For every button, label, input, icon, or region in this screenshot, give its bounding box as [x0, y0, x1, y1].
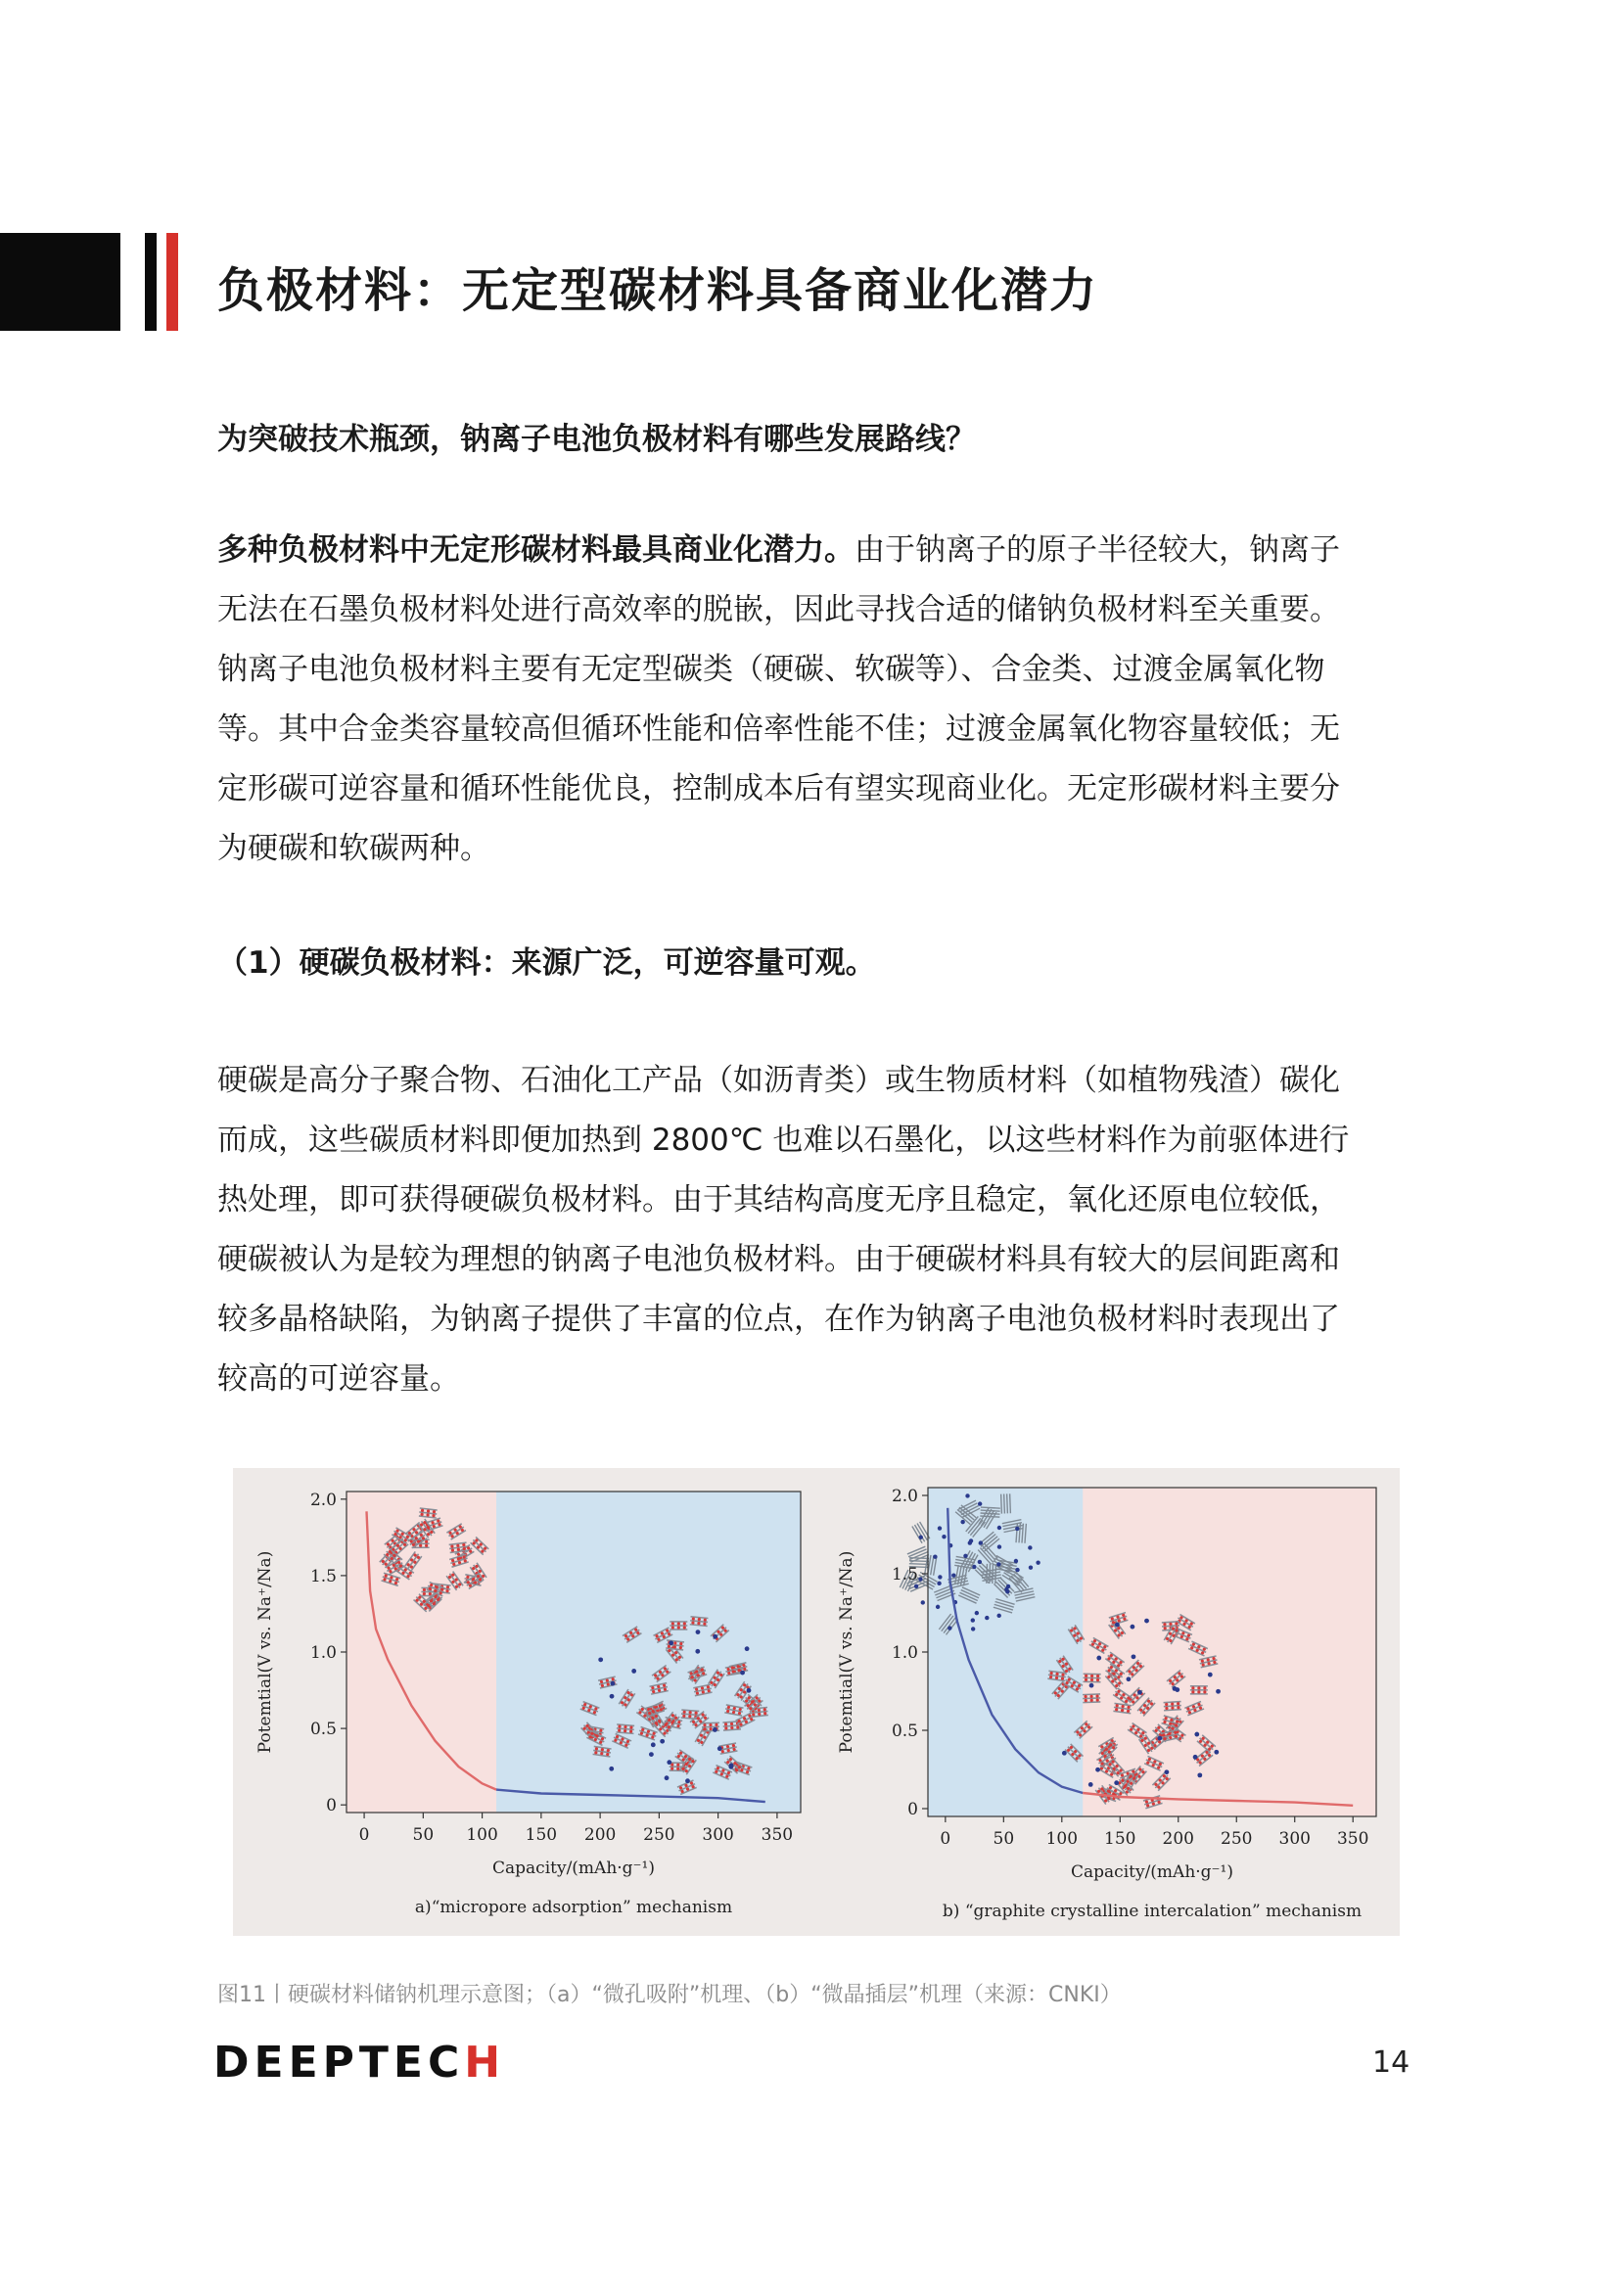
carbon-layer-stack-icon	[722, 1722, 741, 1730]
sodium-ion-icon	[609, 1767, 614, 1771]
logo-text-part: DEEP	[213, 2038, 359, 2088]
sodium-ion-icon	[1036, 1560, 1040, 1564]
figure-11	[233, 1468, 1400, 1936]
chart-panel	[837, 1487, 1376, 1921]
sodium-ion-icon	[963, 1554, 967, 1558]
x-tick-label: 200	[583, 1825, 617, 1845]
sodium-ion-icon	[671, 1622, 674, 1625]
y-axis-label: Potemtial(V vs. Na⁺/Na)	[837, 1550, 856, 1754]
sodium-ion-icon	[677, 1626, 680, 1629]
sodium-ion-icon	[649, 1752, 654, 1757]
x-tick-label: 150	[525, 1825, 558, 1845]
x-tick-label: 0	[940, 1829, 951, 1849]
sodium-ion-icon	[921, 1600, 925, 1604]
shaded-region	[928, 1488, 1083, 1816]
sodium-ion-icon	[1131, 1625, 1135, 1630]
sodium-ion-icon	[1096, 1656, 1101, 1661]
chart-panel	[255, 1491, 801, 1917]
sodium-ion-icon	[937, 1582, 941, 1585]
sodium-ion-icon	[1197, 1772, 1202, 1777]
subheading: （1）硬碳负极材料：来源广泛，可逆容量可观。	[217, 945, 876, 981]
y-tick-label: 1.5	[309, 1566, 337, 1586]
paragraph-1-line: 定形碳可逆容量和循环性能优良，控制成本后有望实现商业化。无定形碳材料主要分	[217, 771, 1340, 806]
sodium-ion-icon	[997, 1526, 1001, 1530]
figure-caption: 图11丨硬碳材料储钠机理示意图；（a）“微孔吸附”机理、（b）“微晶插层”机理（来源：CNKI）	[217, 1983, 1122, 2007]
carbon-layer-stack-icon	[449, 1542, 468, 1552]
sodium-ion-icon	[729, 1764, 734, 1768]
paragraph-1-line-1-rest: 由于钠离子的原子半径较大，钠离子	[855, 532, 1340, 568]
paragraph-2-line: 硬碳是高分子聚合物、石油化工产品（如沥青类）或生物质材料（如植物残渣）碳化	[217, 1063, 1340, 1098]
sodium-ion-icon	[696, 1630, 701, 1634]
graphite-layer-icon	[909, 1558, 929, 1559]
question-line: 为突破技术瓶颈，钠离子电池负极材料有哪些发展路线？	[217, 422, 976, 457]
header-red-stripe	[166, 233, 178, 331]
sodium-ion-icon	[747, 1688, 752, 1693]
sodium-ion-icon	[665, 1775, 670, 1780]
graphite-layer-stack-icon	[907, 1546, 929, 1562]
graphite-layer-stack-icon	[912, 1522, 930, 1543]
sodium-ion-icon	[997, 1544, 1001, 1548]
sodium-ion-icon	[425, 1540, 428, 1543]
sodium-ion-icon	[985, 1616, 989, 1620]
sodium-ion-icon	[918, 1577, 922, 1581]
sodium-ion-icon	[683, 1622, 686, 1625]
sodium-ion-icon	[419, 1544, 422, 1547]
graphite-layer-icon	[1010, 1493, 1011, 1513]
sodium-ion-icon	[919, 1536, 923, 1539]
sodium-ion-icon	[942, 1535, 946, 1538]
sodium-ion-icon	[671, 1626, 674, 1629]
sodium-ion-icon	[1127, 1676, 1132, 1681]
sodium-ion-icon	[667, 1760, 671, 1765]
x-tick-label: 100	[466, 1825, 498, 1845]
sodium-ion-icon	[1115, 1623, 1120, 1628]
sodium-ion-icon	[1191, 1686, 1194, 1689]
x-tick-label: 250	[643, 1825, 675, 1845]
carbon-layer-stack-icon	[1190, 1686, 1208, 1694]
sodium-ion-icon	[979, 1540, 983, 1544]
sodium-ion-icon	[1062, 1751, 1067, 1756]
y-axis-label: Potemtial(V vs. Na⁺/Na)	[255, 1550, 275, 1754]
sodium-ion-icon	[975, 1611, 979, 1615]
sodium-ion-icon	[611, 1681, 616, 1686]
sodium-ion-icon	[1144, 1619, 1149, 1624]
sodium-ion-icon	[1197, 1686, 1200, 1689]
sodium-ion-icon	[1164, 1769, 1169, 1774]
carbon-layer-icon	[702, 1726, 719, 1727]
sodium-ion-icon	[951, 1573, 955, 1577]
x-tick-label: 200	[1162, 1829, 1194, 1849]
carbon-layer-stack-icon	[690, 1617, 709, 1627]
figure-charts	[233, 1468, 1400, 1936]
sodium-ion-icon	[971, 1627, 975, 1630]
y-tick-label: 1.5	[891, 1565, 918, 1584]
graphite-layer-icon	[1004, 1494, 1005, 1514]
page-number: 14	[1372, 2045, 1410, 2080]
carbon-layer-stack-icon	[1083, 1694, 1100, 1703]
y-tick-label: 0	[326, 1796, 337, 1816]
graphite-layer-icon	[990, 1564, 991, 1584]
carbon-layer-stack-icon	[1083, 1674, 1100, 1681]
sodium-ion-icon	[960, 1520, 964, 1524]
sodium-ion-icon	[1015, 1527, 1019, 1531]
paragraph-1-line: 钠离子电池负极材料主要有无定型碳类（硬碳、软碳等）、合金类、过渡金属氧化物	[217, 652, 1325, 687]
sodium-ion-icon	[1208, 1673, 1213, 1677]
sodium-ion-icon	[695, 1649, 700, 1654]
sodium-ion-icon	[631, 1669, 636, 1674]
carbon-layer-stack-icon	[666, 1640, 684, 1650]
carbon-layer-stack-icon	[1113, 1703, 1132, 1713]
sodium-ion-icon	[938, 1526, 942, 1530]
carbon-layer-stack-icon	[419, 1508, 438, 1518]
graphite-layer-icon	[1007, 1493, 1008, 1513]
sodium-ion-icon	[717, 1746, 722, 1751]
logo-text-part: T	[358, 2038, 393, 2088]
header-black-stripe	[145, 233, 157, 331]
sodium-ion-icon	[610, 1694, 615, 1699]
sodium-ion-icon	[745, 1646, 750, 1651]
y-tick-label: 2.0	[309, 1490, 337, 1510]
paragraph-1-line: 为硬碳和软碳两种。	[217, 831, 490, 866]
y-tick-label: 0.5	[891, 1722, 918, 1741]
x-axis-label: Capacity/(mAh·g⁻¹)	[492, 1859, 655, 1878]
sodium-ion-icon	[1203, 1686, 1206, 1689]
sodium-ion-icon	[1088, 1782, 1093, 1787]
y-tick-label: 1.0	[891, 1643, 918, 1663]
carbon-layer-stack-icon	[1047, 1671, 1066, 1680]
sodium-ion-icon	[683, 1626, 686, 1629]
graphite-layer-icon	[1001, 1494, 1002, 1514]
y-tick-label: 0	[907, 1800, 918, 1819]
sodium-ion-icon	[914, 1584, 918, 1588]
sodium-ion-icon	[660, 1739, 665, 1744]
graphite-layer-icon	[987, 1564, 988, 1584]
sodium-ion-icon	[1089, 1683, 1094, 1688]
paragraph-1-line-1	[217, 521, 1419, 580]
paragraph-2	[217, 1051, 1419, 1409]
x-tick-label: 50	[412, 1825, 435, 1845]
sodium-ion-icon	[948, 1626, 951, 1630]
sodium-ion-icon	[1095, 1768, 1100, 1772]
sodium-ion-icon	[1132, 1654, 1136, 1659]
sodium-ion-icon	[1028, 1545, 1032, 1549]
sodium-ion-icon	[713, 1634, 717, 1639]
sodium-ion-icon	[1175, 1687, 1179, 1692]
paragraph-2-line: 热处理，即可获得硬碳负极材料。由于其结构高度无序且稳定，氧化还原电位较低，	[217, 1182, 1340, 1217]
x-tick-label: 350	[1336, 1829, 1369, 1849]
sodium-ion-icon	[978, 1560, 982, 1564]
carbon-layer-stack-icon	[1164, 1702, 1181, 1711]
sodium-ion-icon	[971, 1618, 975, 1622]
graphite-layer-icon	[993, 1564, 994, 1584]
sodium-ion-icon	[938, 1575, 942, 1579]
x-tick-label: 300	[702, 1825, 734, 1845]
graphite-layer-icon	[909, 1561, 929, 1562]
shaded-region	[496, 1492, 801, 1813]
y-tick-label: 1.0	[309, 1643, 337, 1663]
carbon-layer-stack-icon	[670, 1622, 687, 1630]
sodium-ion-icon	[1216, 1689, 1221, 1694]
sodium-ion-icon	[1137, 1690, 1142, 1695]
sodium-ion-icon	[669, 1640, 673, 1645]
sodium-ion-icon	[740, 1671, 745, 1676]
paragraph-1	[217, 521, 1419, 879]
sodium-ion-icon	[978, 1501, 982, 1505]
paragraph-1-line: 等。其中合金类容量较高但循环性能和倍率性能不佳；过渡金属氧化物容量较低；无	[217, 712, 1340, 747]
section-heading: 负极材料：无定型碳材料具备商业化潜力	[217, 263, 1099, 318]
paragraph-2-line: 而成，这些碳质材料即便加热到 2800℃ 也难以石墨化，以这些材料作为前驱体进行	[217, 1123, 1350, 1158]
sodium-ion-icon	[1203, 1690, 1206, 1693]
sodium-ion-icon	[1157, 1736, 1162, 1741]
x-tick-label: 150	[1104, 1829, 1136, 1849]
sodium-ion-icon	[677, 1622, 680, 1625]
sodium-ion-icon	[1194, 1732, 1199, 1737]
paragraph-2-line: 硬碳被认为是较为理想的钠离子电池负极材料。由于硬碳材料具有较大的层间距离和	[217, 1242, 1340, 1277]
sodium-ion-icon	[1006, 1584, 1010, 1588]
x-axis-label: Capacity/(mAh·g⁻¹)	[1071, 1862, 1233, 1882]
sodium-ion-icon	[969, 1538, 973, 1542]
carbon-layer-stack-icon	[617, 1724, 635, 1733]
y-tick-label: 0.5	[309, 1720, 337, 1740]
panel-label: b) “graphite crystalline intercalation” mechanism	[942, 1902, 1363, 1921]
panel-label: a)“micropore adsorption” mechanism	[414, 1898, 733, 1917]
sodium-ion-icon	[996, 1562, 1000, 1566]
sodium-ion-icon	[933, 1555, 937, 1559]
sodium-ion-icon	[1193, 1755, 1198, 1760]
sodium-ion-icon	[1015, 1568, 1019, 1572]
carbon-layer-icon	[702, 1722, 719, 1723]
sodium-ion-icon	[685, 1778, 690, 1783]
sodium-ion-icon	[1214, 1750, 1219, 1755]
graphite-layer-icon	[995, 1564, 996, 1584]
sodium-ion-icon	[598, 1657, 603, 1662]
deeptech-logo	[213, 2038, 505, 2088]
sodium-ion-icon	[965, 1493, 969, 1497]
header-black-block	[0, 233, 120, 331]
x-tick-label: 350	[761, 1825, 794, 1845]
paragraph-2-line: 较多晶格缺陷，为钠离子提供了丰富的位点，在作为钠离子电池负极材料时表现出了	[217, 1302, 1340, 1337]
sodium-ion-icon	[1029, 1565, 1033, 1569]
x-tick-label: 250	[1221, 1829, 1253, 1849]
sodium-ion-icon	[1191, 1690, 1194, 1693]
sodium-ion-icon	[972, 1565, 976, 1569]
sodium-ion-icon	[1014, 1559, 1018, 1563]
paragraph-2-line: 较高的可逆容量。	[217, 1361, 460, 1397]
sodium-ion-icon	[651, 1742, 656, 1747]
sodium-ion-icon	[996, 1614, 1000, 1618]
carbon-layer-stack-icon	[593, 1746, 612, 1756]
x-tick-label: 50	[993, 1829, 1015, 1849]
y-tick-label: 2.0	[891, 1487, 918, 1506]
sodium-ion-icon	[1197, 1690, 1200, 1693]
logo-text-accent: H	[464, 2038, 506, 2088]
x-tick-label: 0	[358, 1825, 370, 1845]
sodium-ion-icon	[713, 1727, 717, 1732]
paragraph-1-line: 无法在石墨负极材料处进行高效率的脱嵌，因此寻找合适的储钠负极材料至关重要。	[217, 592, 1340, 627]
sodium-ion-icon	[936, 1605, 940, 1609]
x-tick-label: 100	[1045, 1829, 1079, 1849]
logo-text-part: EC	[393, 2038, 465, 2088]
x-tick-label: 300	[1278, 1829, 1311, 1849]
sodium-ion-icon	[425, 1544, 428, 1547]
sodium-ion-icon	[1114, 1780, 1119, 1785]
paragraph-1-lead: 多种负极材料中无定形碳材料最具商业化潜力。	[217, 532, 855, 568]
